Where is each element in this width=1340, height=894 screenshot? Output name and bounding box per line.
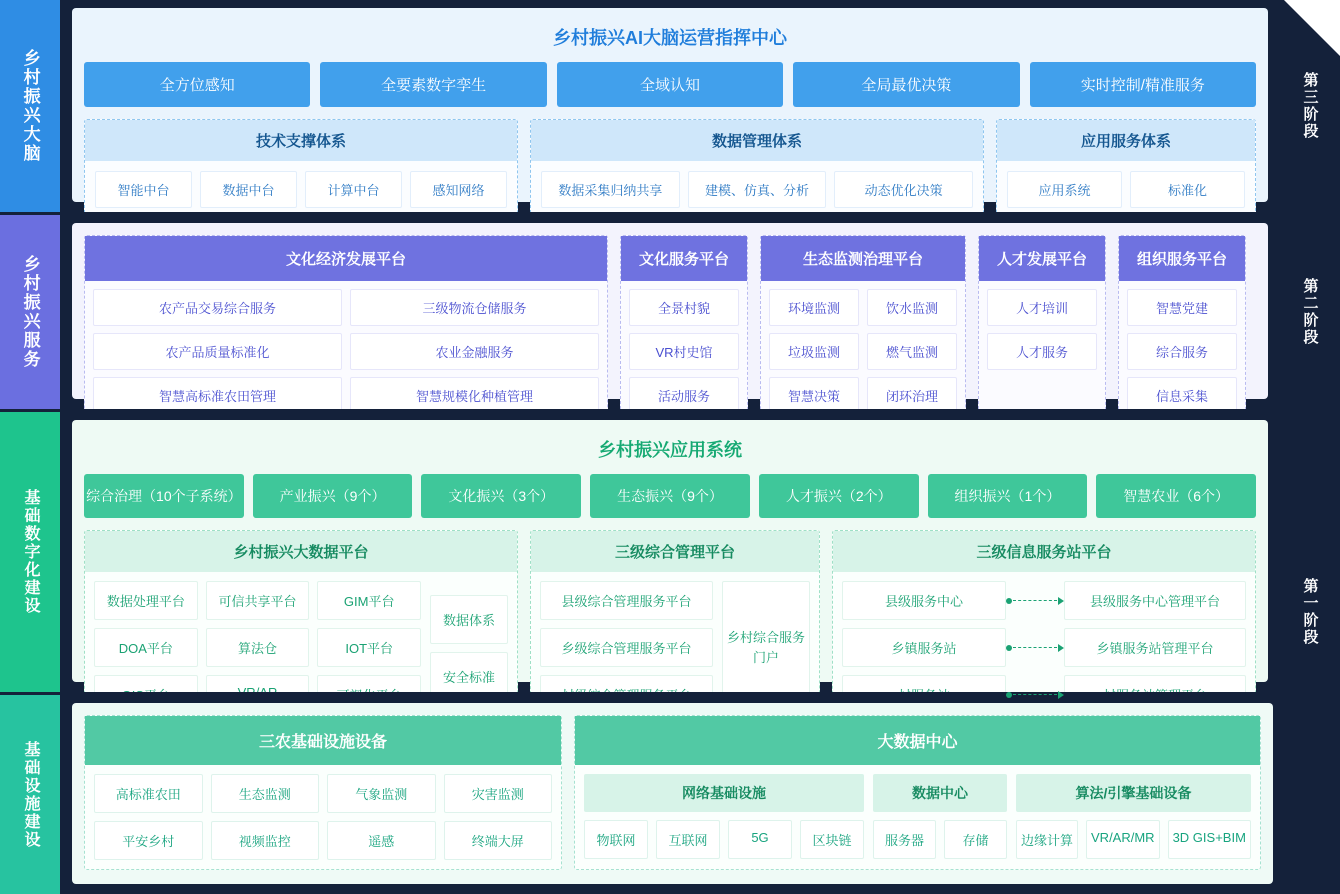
- apps-category-cell[interactable]: 组织振兴（1个）: [928, 474, 1088, 518]
- apps-category-cell[interactable]: 生态振兴（9个）: [590, 474, 750, 518]
- infra-item[interactable]: 灾害监测: [444, 774, 553, 813]
- stage-first-column-top: [1280, 412, 1340, 692]
- infra-item[interactable]: 生态监测: [211, 774, 320, 813]
- group-item[interactable]: 数据中台: [200, 171, 297, 208]
- agriculture-infrastructure: [84, 715, 562, 870]
- infra-item[interactable]: 视频监控: [211, 821, 320, 860]
- infra-header: 大数据中心: [575, 716, 1260, 765]
- infra-item[interactable]: 存储: [944, 820, 1007, 859]
- info-station-row: [842, 628, 1246, 667]
- platform-header: 生态监测治理平台: [761, 236, 965, 281]
- mgmt-item[interactable]: 乡级综合管理服务平台: [540, 628, 713, 667]
- dashed-arrow-icon: [1006, 640, 1064, 656]
- platform-item[interactable]: 农产品质量标准化: [93, 333, 342, 370]
- band-services-side-label: 乡村振兴服务: [0, 215, 60, 409]
- apps-panel: [72, 420, 1268, 685]
- platform-item[interactable]: 信息采集: [1127, 377, 1237, 414]
- subgroup-header: 数据中心: [873, 774, 1007, 812]
- band-infra: [0, 695, 1340, 894]
- platform-item[interactable]: 智慧规模化种植管理: [350, 377, 599, 414]
- bigdata-item[interactable]: DOA平台: [94, 628, 198, 667]
- infra-item[interactable]: 物联网: [584, 820, 648, 859]
- infra-panel: [72, 703, 1273, 884]
- info-station-row: [842, 581, 1246, 620]
- platform-item[interactable]: VR村史馆: [629, 333, 739, 370]
- bigdata-item[interactable]: 可信共享平台: [206, 581, 310, 620]
- algorithm-engine-group: [1016, 774, 1251, 859]
- bigdata-standard-item[interactable]: 数据体系: [430, 595, 508, 644]
- apps-category-cell[interactable]: 产业振兴（9个）: [253, 474, 413, 518]
- platform-item[interactable]: 饮水监测: [867, 289, 957, 326]
- infra-item[interactable]: 遥感: [327, 821, 436, 860]
- group-item[interactable]: 计算中台: [305, 171, 402, 208]
- infra-item[interactable]: 高标准农田: [94, 774, 203, 813]
- bigdata-item[interactable]: GIM平台: [317, 581, 421, 620]
- band-services: [0, 215, 1340, 409]
- platform-header: 文化经济发展平台: [85, 236, 607, 281]
- stage-third-label: 第三阶段: [1301, 72, 1319, 140]
- brain-capability-cell[interactable]: 全方位感知: [84, 62, 310, 107]
- network-infrastructure-group: [584, 774, 864, 859]
- apps-category-cell[interactable]: 智慧农业（6个）: [1096, 474, 1256, 518]
- group-header: 三级信息服务站平台: [833, 531, 1255, 572]
- group-item[interactable]: 智能中台: [95, 171, 192, 208]
- group-item[interactable]: 动态优化决策: [834, 171, 973, 208]
- platform-item[interactable]: 垃圾监测: [769, 333, 859, 370]
- brain-panel: [72, 8, 1268, 202]
- group-item[interactable]: 建模、仿真、分析: [688, 171, 827, 208]
- band-services-content: [60, 215, 1280, 409]
- platform-culture-economy: [84, 235, 608, 423]
- platform-item[interactable]: 活动服务: [629, 377, 739, 414]
- group-item[interactable]: 数据采集归纳共享: [541, 171, 680, 208]
- platform-item[interactable]: 农业金融服务: [350, 333, 599, 370]
- stage-first-label: 第一阶段: [1301, 578, 1319, 646]
- info-station-platform[interactable]: 县级服务中心管理平台: [1064, 581, 1246, 620]
- infra-item[interactable]: 5G: [728, 820, 792, 859]
- infra-item[interactable]: 3D GIS+BIM: [1168, 820, 1251, 859]
- subgroup-header: 算法/引擎基础设备: [1016, 774, 1251, 812]
- brain-title: 乡村振兴AI大脑运营指挥中心: [553, 28, 787, 48]
- platform-talent: [978, 235, 1106, 423]
- group-item[interactable]: 标准化: [1130, 171, 1245, 208]
- infra-item[interactable]: 服务器: [873, 820, 936, 859]
- stage-second-label: 第二阶段: [1301, 278, 1319, 346]
- band-brain-side-label: 乡村振兴大脑: [0, 0, 60, 212]
- mgmt-item[interactable]: 县级综合管理服务平台: [540, 581, 713, 620]
- infra-item[interactable]: 平安乡村: [94, 821, 203, 860]
- platform-item[interactable]: 燃气监测: [867, 333, 957, 370]
- big-data-center: [574, 715, 1261, 870]
- services-panel: [72, 223, 1268, 404]
- apps-category-row: [84, 474, 1256, 518]
- services-columns: [84, 235, 1256, 423]
- platform-item[interactable]: 综合服务: [1127, 333, 1237, 370]
- mgmt-portal-item[interactable]: 乡村综合服务门户: [722, 581, 810, 714]
- brain-capability-cell[interactable]: 全局最优决策: [793, 62, 1019, 107]
- group-header: 数据管理体系: [531, 120, 983, 161]
- dashed-arrow-icon: [1006, 687, 1064, 703]
- subgroup-header: 网络基础设施: [584, 774, 864, 812]
- platform-item[interactable]: 智慧高标准农田管理: [93, 377, 342, 414]
- infra-item[interactable]: 边缘计算: [1016, 820, 1078, 859]
- platform-ecology: [760, 235, 966, 423]
- platform-organization: [1118, 235, 1246, 423]
- brain-group-data: [530, 119, 984, 219]
- bigdata-standard-item[interactable]: 安全标准: [430, 652, 508, 701]
- group-header: 应用服务体系: [997, 120, 1255, 161]
- data-center-group: [873, 774, 1007, 859]
- bigdata-item[interactable]: 算法仓: [206, 628, 310, 667]
- brain-group-tech: [84, 119, 518, 219]
- platform-item[interactable]: 环境监测: [769, 289, 859, 326]
- platform-header: 组织服务平台: [1119, 236, 1245, 281]
- bigdata-item[interactable]: 数据处理平台: [94, 581, 198, 620]
- group-header: 技术支撑体系: [85, 120, 517, 161]
- band-infra-content: [60, 695, 1285, 894]
- group-header: 三级综合管理平台: [531, 531, 819, 572]
- platform-item[interactable]: 人才培训: [987, 289, 1097, 326]
- bigdata-item[interactable]: IOT平台: [317, 628, 421, 667]
- brain-capability-cell[interactable]: 全域认知: [557, 62, 783, 107]
- platform-item[interactable]: 全景村貌: [629, 289, 739, 326]
- group-item[interactable]: 应用系统: [1007, 171, 1122, 208]
- group-item[interactable]: 感知网络: [410, 171, 507, 208]
- platform-item[interactable]: 人才服务: [987, 333, 1097, 370]
- platform-item[interactable]: 农产品交易综合服务: [93, 289, 342, 326]
- apps-title: 乡村振兴应用系统: [598, 440, 742, 460]
- band-brain: [0, 0, 1340, 212]
- band-apps-side-label: 基础数字化建设: [0, 412, 60, 692]
- apps-category-cell[interactable]: 文化振兴（3个）: [421, 474, 581, 518]
- platform-header: 文化服务平台: [621, 236, 747, 281]
- info-station-node[interactable]: 县级服务中心: [842, 581, 1006, 620]
- apps-category-cell[interactable]: 综合治理（10个子系统）: [84, 474, 244, 518]
- group-header: 乡村振兴大数据平台: [85, 531, 517, 572]
- platform-culture: [620, 235, 748, 423]
- infra-item[interactable]: VR/AR/MR: [1086, 820, 1160, 859]
- infra-header: 三农基础设施设备: [85, 716, 561, 765]
- brain-capability-cell[interactable]: 实时控制/精准服务: [1030, 62, 1256, 107]
- band-infra-side-label: 基础设施建设: [0, 695, 60, 894]
- platform-header: 人才发展平台: [979, 236, 1105, 281]
- dashed-arrow-icon: [1006, 593, 1064, 609]
- info-station-platform[interactable]: 乡镇服务站管理平台: [1064, 628, 1246, 667]
- band-brain-content: [60, 0, 1280, 212]
- platform-item[interactable]: 三级物流仓储服务: [350, 289, 599, 326]
- platform-item[interactable]: 智慧党建: [1127, 289, 1237, 326]
- brain-systems-row: [84, 119, 1256, 219]
- info-station-node[interactable]: 乡镇服务站: [842, 628, 1006, 667]
- brain-capability-row: [84, 62, 1256, 107]
- stage-first-column-bottom: [1285, 695, 1340, 894]
- infra-columns: [84, 715, 1261, 870]
- band-apps-content: [60, 412, 1280, 692]
- infra-item[interactable]: 互联网: [656, 820, 720, 859]
- brain-group-app: [996, 119, 1256, 219]
- stage-second-column: [1280, 215, 1340, 409]
- platform-item[interactable]: 闭环治理: [867, 377, 957, 414]
- stage-third-column: [1280, 0, 1340, 212]
- infra-item[interactable]: 区块链: [800, 820, 864, 859]
- infra-item[interactable]: 气象监测: [327, 774, 436, 813]
- platform-item[interactable]: 智慧决策: [769, 377, 859, 414]
- brain-capability-cell[interactable]: 全要素数字孪生: [320, 62, 546, 107]
- apps-category-cell[interactable]: 人才振兴（2个）: [759, 474, 919, 518]
- band-apps: [0, 412, 1340, 692]
- infra-item[interactable]: 终端大屏: [444, 821, 553, 860]
